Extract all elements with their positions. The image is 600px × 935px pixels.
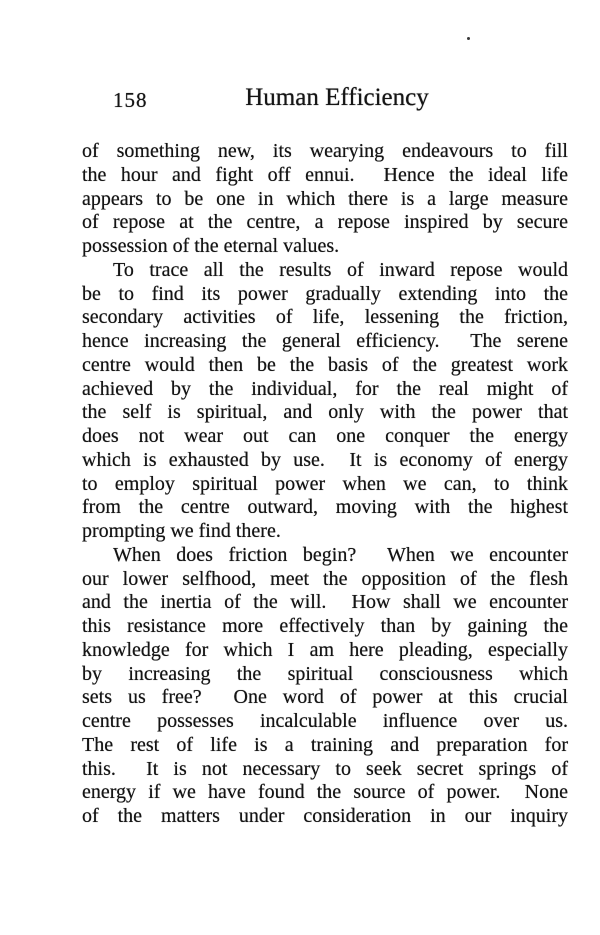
text-line: sets us free? One word of power at this crucial bbox=[82, 686, 568, 709]
paragraph bbox=[82, 140, 568, 259]
text-line: by increasing the spiritual consciousness which bbox=[82, 662, 568, 685]
text-line: the self is spiritual, and only with the power that bbox=[82, 401, 568, 424]
text-line: centre would then be the basis of the greatest work bbox=[82, 353, 568, 376]
text-line: which is exhausted by use. It is economy of energy bbox=[82, 448, 568, 471]
text-line: secondary activities of life, lessening the friction, bbox=[82, 306, 568, 329]
text-line: prompting we find there. bbox=[82, 520, 281, 542]
text-line: hence increasing the general efficiency. The serene bbox=[82, 330, 568, 352]
text-line: To trace all the results of inward repose would bbox=[113, 258, 568, 281]
text-line: When does friction begin? When we encounter bbox=[113, 543, 568, 566]
text-line: knowledge for which I am here pleading, especially bbox=[82, 638, 568, 661]
text-line: of repose at the centre, a repose inspired by secure bbox=[82, 211, 568, 234]
page-number: 158 bbox=[113, 88, 148, 112]
text-line: of something new, its wearying endeavours to fill bbox=[82, 140, 568, 162]
text-line: from the centre outward, moving with the highest bbox=[82, 496, 568, 519]
text-line: possession of the eternal values. bbox=[82, 235, 340, 257]
text-line: achieved by the individual, for the real might of bbox=[82, 377, 568, 400]
text-block bbox=[82, 140, 568, 829]
text-line: be to find its power gradually extending into the bbox=[82, 282, 568, 305]
running-head-title: Human Efficiency bbox=[245, 84, 429, 111]
text-line: and the inertia of the will. How shall we encounter bbox=[82, 591, 568, 614]
text-line: appears to be one in which there is a large measure bbox=[82, 187, 568, 210]
text-line: the hour and fight off ennui. Hence the ideal life bbox=[82, 163, 568, 186]
scan-speck-artifact bbox=[467, 37, 470, 40]
page-header bbox=[0, 84, 600, 116]
text-line: this. It is not necessary to seek secret springs of bbox=[82, 757, 568, 780]
text-line: to employ spiritual power when we can, to think bbox=[82, 472, 568, 495]
text-line: does not wear out can one conquer the energy bbox=[82, 425, 568, 447]
text-line: our lower selfhood, meet the opposition of the flesh bbox=[82, 567, 568, 590]
text-line: The rest of life is a training and preparation for bbox=[82, 733, 568, 756]
text-line: this resistance more effectively than by gaining the bbox=[82, 615, 568, 637]
text-line: of the matters under consideration in our inquiry bbox=[82, 805, 568, 827]
text-line: energy if we have found the source of power. None bbox=[82, 781, 568, 804]
paragraph bbox=[82, 259, 568, 544]
text-line: centre possesses incalculable influence over us. bbox=[82, 710, 568, 732]
paragraph bbox=[82, 544, 568, 829]
